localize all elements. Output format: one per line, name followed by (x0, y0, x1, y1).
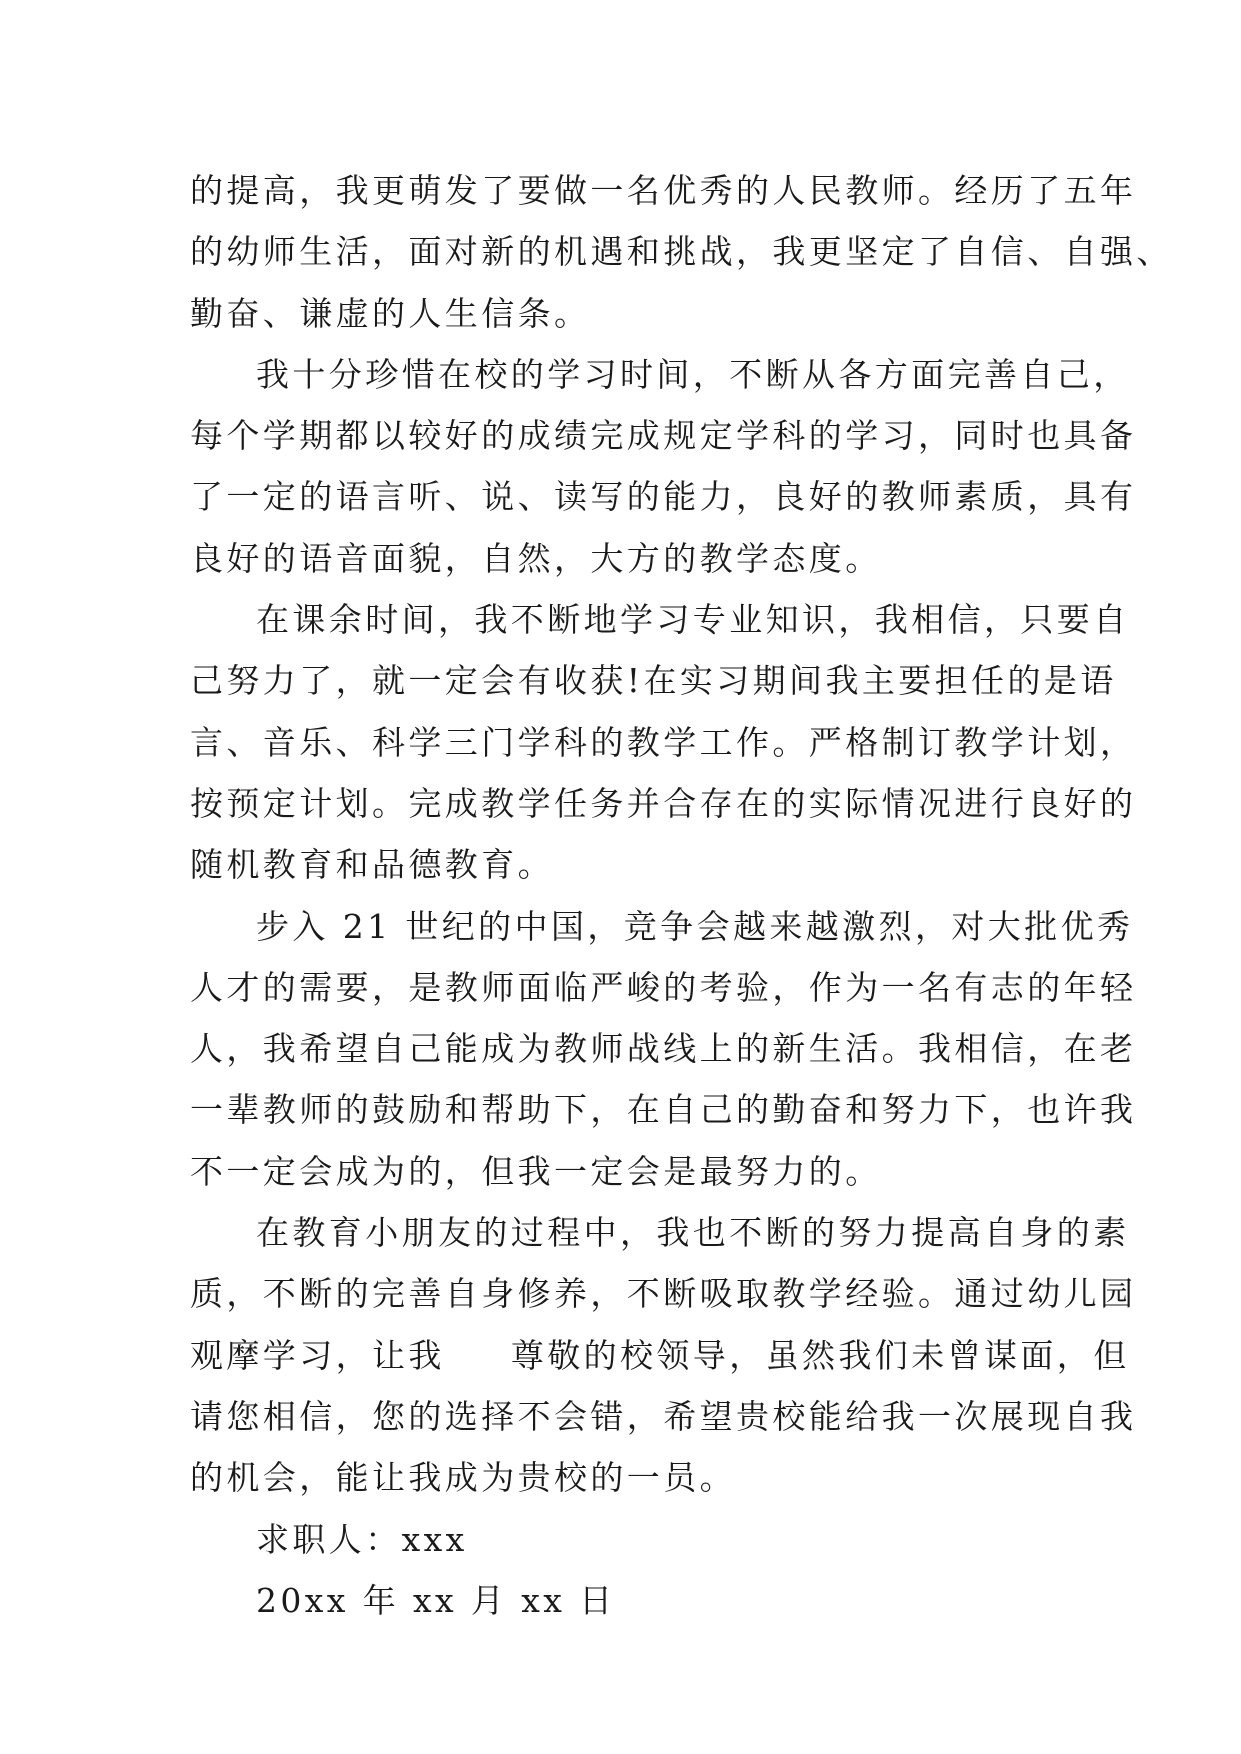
paragraph-1 (190, 160, 1173, 344)
text-line: 按预定计划。完成教学任务并合存在的实际情况进行良好的 (190, 783, 1137, 823)
paragraph-4 (190, 896, 1137, 1202)
paragraph-2 (190, 344, 1137, 589)
text-line: 我十分珍惜在校的学习时间，不断从各方面完善自己， (256, 354, 1130, 394)
text-line: 己努力了，就一定会有收获!在实习期间我主要担任的是语 (190, 661, 1117, 701)
text-segment: 尊敬的校领导，虽然我们未曾谋面，但 (510, 1335, 1130, 1375)
text-line: 一辈教师的鼓励和帮助下，在自己的勤奋和努力下，也许我 (190, 1090, 1137, 1130)
text-line: 每个学期都以较好的成绩完成规定学科的学习，同时也具备 (190, 416, 1137, 456)
text-line: 的机会，能让我成为贵校的一员。 (190, 1458, 736, 1498)
text-line: 在课余时间，我不断地学习专业知识，我相信，只要自 (256, 600, 1130, 640)
text-line: 随机教育和品德教育。 (190, 845, 554, 885)
applicant-signature: 求职人：xxx (256, 1519, 468, 1559)
text-line: 步入 21 世纪的中国，竞争会越来越激烈，对大批优秀 (256, 906, 1134, 946)
text-line: 不一定会成为的，但我一定会是最努力的。 (190, 1151, 882, 1191)
paragraph-5 (190, 1202, 1137, 1508)
text-line: 了一定的语言听、说、读写的能力，良好的教师素质，具有 (190, 477, 1137, 517)
text-line: 人才的需要，是教师面临严峻的考验，作为一名有志的年轻 (190, 967, 1137, 1007)
text-line: 勤奋、谦虚的人生信条。 (190, 293, 591, 333)
letter-date: 20xx 年 xx 月 xx 日 (256, 1580, 616, 1620)
text-segment: 观摩学习，让我 (190, 1335, 445, 1375)
text-line: 的幼师生活，面对新的机遇和挑战，我更坚定了自信、自强、 (190, 232, 1173, 272)
paragraph-3 (190, 589, 1137, 895)
signature-block (190, 1509, 1070, 1632)
text-line: 的提高，我更萌发了要做一名优秀的人民教师。经历了五年 (190, 171, 1137, 210)
letter-body (190, 160, 1173, 1631)
text-line: 人，我希望自己能成为教师战线上的新生活。我相信，在老 (190, 1029, 1137, 1069)
text-line: 良好的语音面貌，自然，大方的教学态度。 (190, 538, 882, 578)
text-line: 在教育小朋友的过程中，我也不断的努力提高自身的素 (256, 1213, 1130, 1253)
text-line: 言、音乐、科学三门学科的教学工作。严格制订教学计划， (190, 722, 1137, 762)
text-line: 质，不断的完善自身修养，不断吸取教学经验。通过幼儿园 (190, 1274, 1137, 1314)
text-line-split (190, 1325, 1130, 1386)
text-line: 请您相信，您的选择不会错，希望贵校能给我一次展现自我 (190, 1396, 1137, 1436)
